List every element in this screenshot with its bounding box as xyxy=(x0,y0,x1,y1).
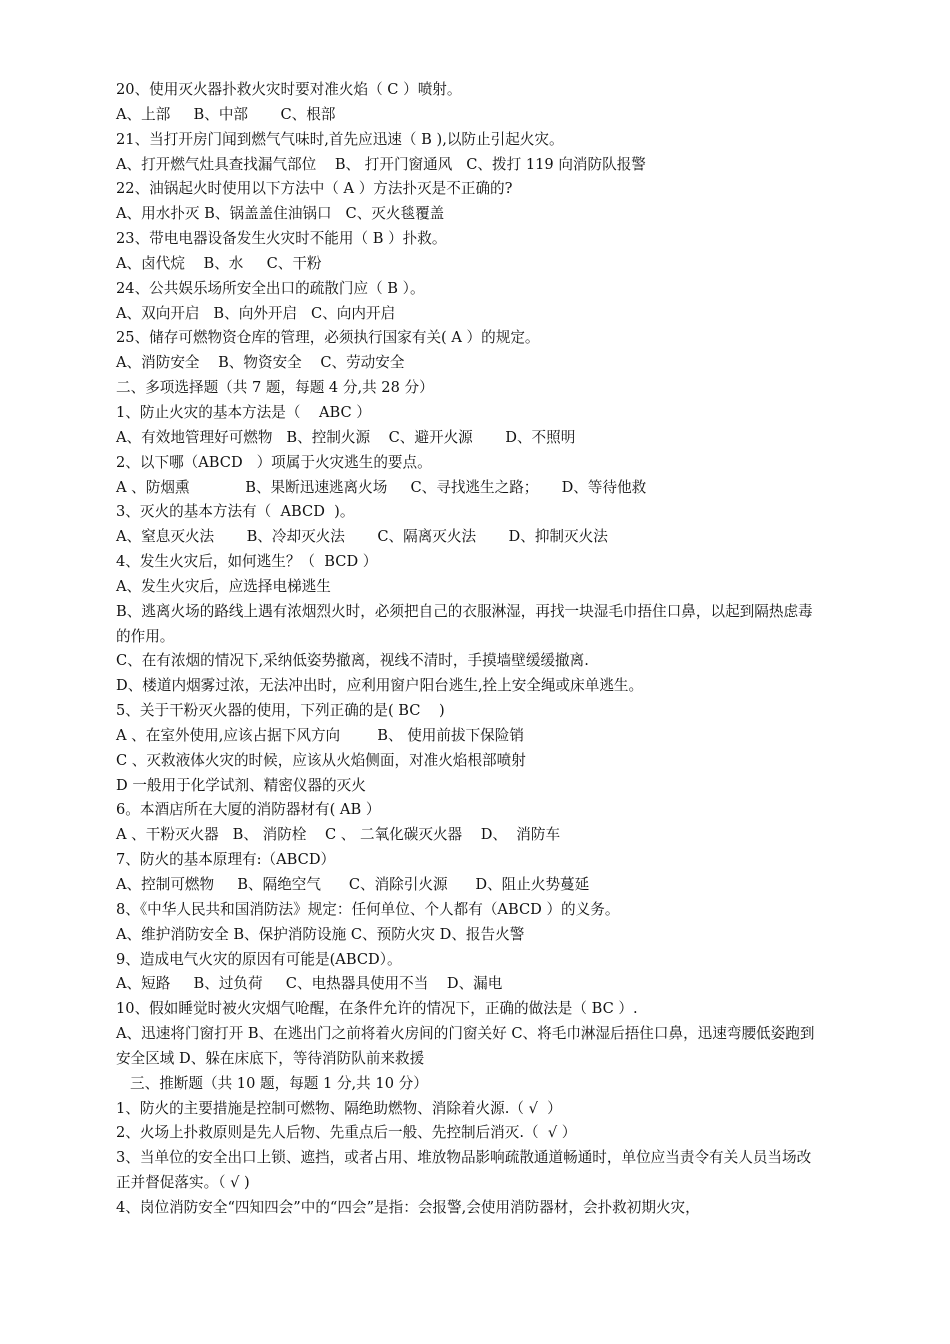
text-line: D 一般用于化学试剂、精密仪器的灭火 xyxy=(116,776,366,794)
text-line: A 、在室外使用,应该占据下风方向 B、 使用前拔下保险销 xyxy=(116,726,524,744)
text-line: A、控制可燃物 B、隔绝空气 C、消除引火源 D、阻止火势蔓延 xyxy=(116,876,590,893)
text-line: A、有效地管理好可燃物 B、控制火源 C、避开火源 D、不照明 xyxy=(116,428,576,446)
text-line: A 、干粉灭火器 B、 消防栓 C 、 二氧化碳灭火器 D、 消防车 xyxy=(116,826,561,844)
text-line: B、逃离火场的路线上遇有浓烟烈火时，必须把自己的衣服淋湿，再找一块湿毛巾捂住口鼻，以起到隔热虑毒的作用。 xyxy=(116,602,813,645)
text-line: 23、带电电器设备发生火灾时不能用（ B ）扑救。 xyxy=(116,230,447,248)
text-line: C 、灭救液体火灾的时候，应该从火焰侧面，对准火焰根部喷射 xyxy=(116,751,526,769)
text-line: 25、储存可燃物资仓库的管理，必须执行国家有关( A ）的规定。 xyxy=(116,329,540,347)
text-line: 24、公共娱乐场所安全出口的疏散门应（ B ）。 xyxy=(116,279,425,297)
text-line: D、楼道内烟雾过浓，无法冲出时，应利用窗户阳台逃生,拴上安全绳或床单逃生。 xyxy=(116,677,644,695)
text-line: A、双向开启 B、向外开启 C、向内开启 xyxy=(116,304,396,322)
text-line: 4、发生火灾后，如何逃生？（ BCD ） xyxy=(116,553,378,571)
text-line: A、卤代烷 B、水 C、干粉 xyxy=(116,254,322,272)
text-line: 20、使用灭火器扑救火灾时要对准火焰（ C ）喷射。 xyxy=(116,81,462,98)
text-line: 4、岗位消防安全“四知四会”中的“四会”是指：会报警,会使用消防器材，会扑救初期火灾， xyxy=(116,1198,700,1216)
text-line: A、窒息灭火法 B、冷却灭火法 C、隔离灭火法 D、抑制灭火法 xyxy=(116,528,608,546)
text-line: 10、假如睡觉时被火灾烟气呛醒，在条件允许的情况下，正确的做法是（ BC ）. xyxy=(116,1000,638,1018)
text-line: A 、防烟熏 B、果断迅速逃离火场 C、寻找逃生之路； D、等待他救 xyxy=(116,478,647,496)
text-line: 5、关于干粉灭火器的使用，下列正确的是( BC ) xyxy=(116,702,445,720)
text-line: 7、防火的基本原理有:（ABCD） xyxy=(116,851,336,869)
text-line: 1、防止火灾的基本方法是（ ABC ） xyxy=(116,403,371,421)
text-line: C、在有浓烟的情况下,采纳低姿势撤离，视线不清时，手摸墙壁缓缓撤离. xyxy=(116,652,589,670)
text-line: 3、当单位的安全出口上锁、遮挡，或者占用、堆放物品影响疏散通道畅通时，单位应当责令有关人员当场改正并督促落实。（ √ ) xyxy=(116,1149,812,1192)
text-line: A、发生火灾后，应选择电梯逃生 xyxy=(116,577,331,595)
text-line: A、上部 B、中部 C、根部 xyxy=(116,105,336,123)
text-line: 二、多项选择题（共 7 题，每题 4 分,共 28 分） xyxy=(116,379,434,397)
document-body xyxy=(116,78,822,1221)
text-line: A、打开燃气灶具查找漏气部位 B、 打开门窗通风 C、拨打 119 向消防队报警 xyxy=(116,155,646,173)
text-line: 2、以下哪（ABCD ）项属于火灾逃生的要点。 xyxy=(116,453,432,471)
text-line: A、短路 B、过负荷 C、电热器具使用不当 D、漏电 xyxy=(116,975,503,993)
text-line: A、迅速将门窗打开 B、在逃出门之前将着火房间的门窗关好 C、将毛巾淋湿后捂住口鼻，迅速弯腰低姿跑到安全区域 D、躲在床底下，等待消防队前来救援 xyxy=(116,1025,815,1067)
text-line: 8、《中华人民共和国消防法》规定：任何单位、个人都有（ABCD ）的义务。 xyxy=(116,900,620,918)
text-line: 1、防火的主要措施是控制可燃物、隔绝助燃物、消除着火源.（ √ ） xyxy=(116,1099,562,1117)
text-line: A、维护消防安全 B、保护消防设施 C、预防火灾 D、报告火警 xyxy=(116,925,525,943)
text-line: 22、油锅起火时使用以下方法中（ A ）方法扑灭是不正确的? xyxy=(116,180,513,198)
text-line: 2、火场上扑救原则是先人后物、先重点后一般、先控制后消灭.（ √ ） xyxy=(116,1124,577,1142)
text-line: 6。本酒店所在大厦的消防器材有( AB ） xyxy=(116,801,381,819)
text-line: 3、灭火的基本方法有（ ABCD )。 xyxy=(116,503,355,521)
text-line: 21、当打开房门闻到燃气气味时,首先应迅速（ B ),以防止引起火灾。 xyxy=(116,130,564,148)
text-line: 三、推断题（共 10 题，每题 1 分,共 10 分） xyxy=(130,1074,428,1092)
text-line: A、消防安全 B、物资安全 C、劳动安全 xyxy=(116,354,405,372)
text-line: A、用水扑灭 B、锅盖盖住油锅口 C、灭火毯覆盖 xyxy=(116,205,445,223)
text-line: 9、造成电气火灾的原因有可能是(ABCD）。 xyxy=(116,950,402,968)
